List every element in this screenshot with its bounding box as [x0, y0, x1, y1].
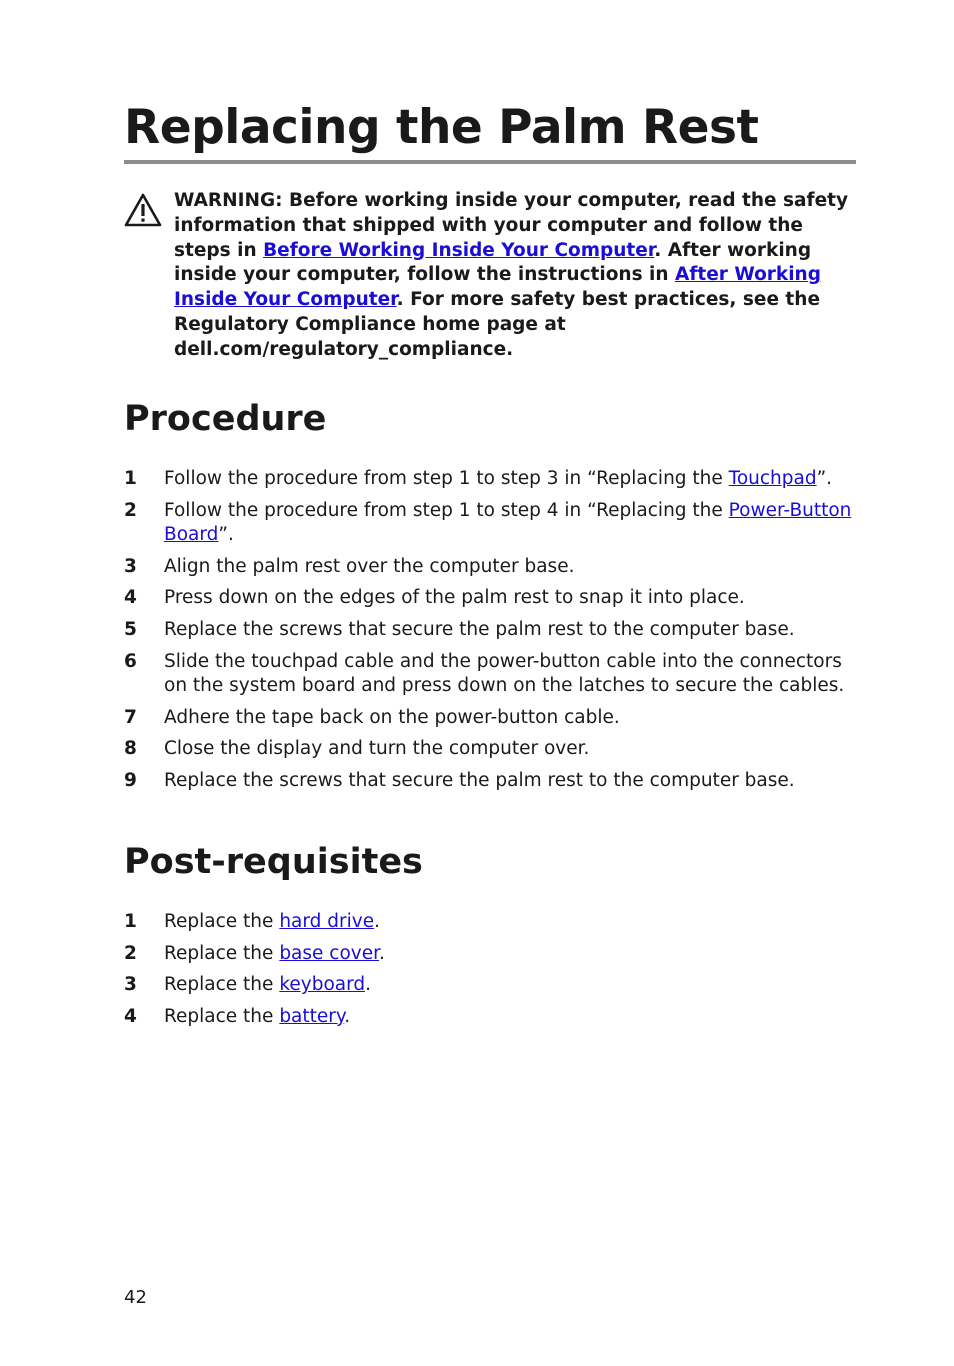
- procedure-list: [124, 467, 856, 801]
- step-number: 1: [124, 911, 137, 932]
- step-text: Follow the procedure from step 1 to step 3 in “Replacing the: [164, 468, 729, 489]
- step-number: 4: [124, 587, 137, 609]
- title-rule: [124, 160, 856, 164]
- list-item: [124, 769, 856, 794]
- step-text: Follow the procedure from step 1 to step 4 in “Replacing the: [164, 499, 729, 521]
- list-item: [124, 910, 856, 935]
- step-number: 4: [124, 1005, 137, 1027]
- before-working-link[interactable]: Before Working Inside Your Computer: [263, 239, 655, 261]
- warning-triangle-icon: [124, 193, 162, 227]
- list-item: [124, 555, 856, 580]
- list-item: [124, 467, 856, 492]
- battery-link[interactable]: battery: [279, 1005, 345, 1027]
- step-text: .: [365, 974, 372, 996]
- hard-drive-link[interactable]: hard drive: [279, 911, 375, 932]
- step-text: Slide the touchpad cable and the power-button cable into the connectors on the system board and press down on the latches to secure the cables.: [164, 650, 845, 697]
- list-item: [124, 1005, 856, 1030]
- step-text: Replace the: [164, 974, 280, 996]
- list-item: [124, 942, 856, 967]
- list-item: [124, 973, 856, 998]
- warning-text: [174, 189, 854, 363]
- step-number: 1: [124, 468, 137, 489]
- step-number: 9: [124, 769, 137, 791]
- step-text: ”.: [218, 524, 234, 546]
- page-title: Replacing the Palm Rest: [124, 100, 759, 155]
- step-text: Replace the: [164, 942, 280, 964]
- step-text: ”.: [816, 468, 833, 489]
- step-number: 3: [124, 974, 137, 996]
- step-text: Replace the screws that secure the palm rest to the computer base.: [164, 618, 795, 640]
- step-text: Adhere the tape back on the power-button cable.: [164, 706, 620, 728]
- warning-text-part: . For more safety best practices, see the Regulatory Compliance home page at dell.com/regulatory_compliance.: [174, 289, 820, 360]
- postrequisites-list: [124, 910, 856, 1036]
- step-text: .: [379, 942, 385, 964]
- step-text: Replace the: [164, 1005, 280, 1027]
- step-text: Press down on the edges of the palm rest to snap it into place.: [164, 587, 745, 609]
- step-text: Close the display and turn the computer over.: [164, 738, 590, 760]
- list-item: [124, 650, 856, 699]
- step-number: 7: [124, 706, 137, 728]
- step-text: Replace the screws that secure the palm rest to the computer base.: [164, 769, 795, 791]
- step-text: Replace the: [164, 911, 280, 932]
- procedure-heading: Procedure: [124, 399, 327, 439]
- power-button-board-link[interactable]: Power-Button Board: [164, 499, 852, 546]
- page-number: 42: [124, 1287, 147, 1308]
- list-item: [124, 586, 856, 611]
- step-text: .: [374, 911, 380, 932]
- step-text: .: [344, 1005, 351, 1027]
- step-number: 3: [124, 555, 137, 577]
- warning-text-part: WARNING: Before working inside your computer, read the safety information that shipped with your computer and follow the steps in: [174, 190, 849, 261]
- step-number: 2: [124, 499, 137, 521]
- list-item: [124, 618, 856, 643]
- step-number: 5: [124, 618, 137, 640]
- after-working-link[interactable]: After Working Inside Your Computer: [174, 264, 821, 311]
- step-number: 2: [124, 942, 137, 964]
- touchpad-link[interactable]: Touchpad: [728, 468, 817, 489]
- list-item: [124, 706, 856, 731]
- list-item: [124, 499, 856, 548]
- base-cover-link[interactable]: base cover: [279, 942, 380, 964]
- keyboard-link[interactable]: keyboard: [279, 974, 366, 996]
- step-text: Align the palm rest over the computer base.: [164, 555, 575, 577]
- postrequisites-heading: Post-requisites: [124, 842, 423, 882]
- step-number: 6: [124, 650, 137, 672]
- step-number: 8: [124, 738, 137, 760]
- list-item: [124, 737, 856, 762]
- warning-text-part: . After working inside your computer, follow the instructions in: [174, 239, 812, 286]
